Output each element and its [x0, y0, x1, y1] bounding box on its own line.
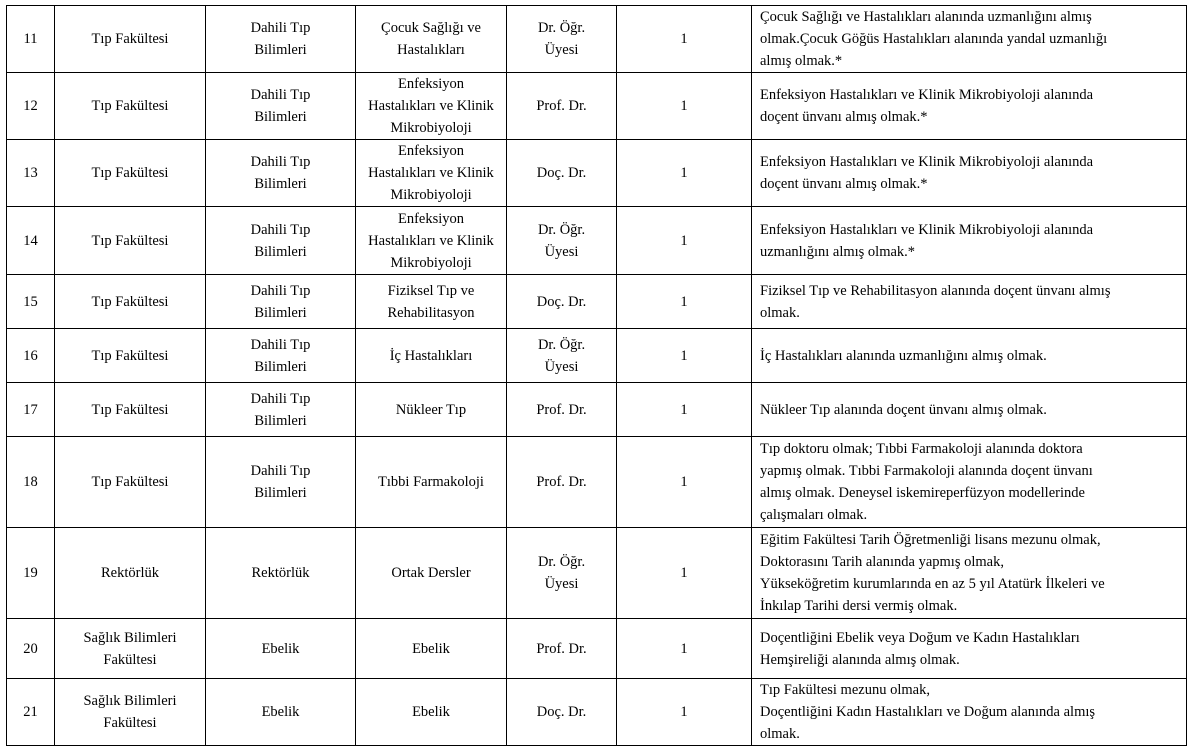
requirements-line: olmak. — [760, 304, 800, 321]
department-line: Dahili Tıp — [250, 282, 311, 299]
department-cell — [206, 528, 356, 619]
area-line: Mikrobiyoloji — [390, 120, 472, 136]
area-line: Enfeksiyon — [397, 143, 465, 159]
department-line: Dahili Tıp — [250, 154, 311, 170]
area-cell — [356, 383, 507, 437]
department-cell — [206, 275, 356, 329]
requirements-line: Tıp Fakültesi mezunu olmak, — [760, 682, 930, 698]
count-cell: 1 — [617, 275, 752, 329]
department-line: Bilimleri — [254, 412, 307, 429]
department-cell — [206, 619, 356, 679]
area-line: Mikrobiyoloji — [390, 254, 472, 271]
area-line: Ortak Dersler — [391, 565, 471, 581]
title-line: Doç. Dr. — [536, 704, 587, 720]
area-cell — [356, 528, 507, 619]
count-cell: 1 — [617, 140, 752, 207]
requirements-cell — [752, 73, 1187, 140]
faculty-line: Tıp Fakültesi — [91, 474, 169, 490]
requirements-cell — [752, 275, 1187, 329]
area-line: Nükleer Tıp — [395, 401, 467, 418]
requirements-cell — [752, 383, 1187, 437]
title-cell — [507, 207, 617, 275]
count-cell: 1 — [617, 619, 752, 679]
requirements-line: çalışmaları olmak. — [760, 507, 868, 523]
table-row — [7, 528, 1187, 619]
requirements-line: Doçentliğini Ebelik veya Doğum ve Kadın Hastalıkları — [760, 629, 1080, 646]
area-cell — [356, 140, 507, 207]
area-cell — [356, 619, 507, 679]
department-line: Bilimleri — [254, 304, 307, 321]
row-number-cell: 17 — [7, 383, 55, 437]
faculty-line: Tıp Fakültesi — [91, 293, 169, 310]
row-number-cell: 20 — [7, 619, 55, 679]
faculty-cell — [55, 437, 206, 528]
requirements-line: Doçentliğini Kadın Hastalıkları ve Doğum alanında almış — [760, 704, 1096, 720]
title-line: Dr. Öğr. — [537, 20, 586, 36]
department-cell — [206, 73, 356, 140]
table-row — [7, 437, 1187, 528]
title-cell — [507, 140, 617, 207]
title-line: Dr. Öğr. — [537, 554, 586, 570]
table-row — [7, 329, 1187, 383]
row-number-cell: 16 — [7, 329, 55, 383]
requirements-line: Nükleer Tıp alanında doçent ünvanı almış olmak. — [760, 401, 1047, 418]
requirements-line: olmak.Çocuk Göğüs Hastalıkları alanında yandal uzmanlığı — [760, 31, 1108, 47]
department-line: Dahili Tıp — [250, 336, 311, 353]
area-line: Enfeksiyon — [397, 210, 465, 227]
requirements-cell — [752, 528, 1187, 619]
area-line: Fiziksel Tıp ve — [387, 282, 475, 299]
requirements-cell — [752, 140, 1187, 207]
faculty-line: Sağlık Bilimleri — [83, 693, 177, 709]
title-line: Prof. Dr. — [536, 401, 587, 418]
faculty-cell — [55, 383, 206, 437]
title-cell — [507, 6, 617, 73]
title-cell — [507, 73, 617, 140]
area-cell — [356, 6, 507, 73]
department-cell — [206, 329, 356, 383]
requirements-cell — [752, 207, 1187, 275]
count-cell: 1 — [617, 6, 752, 73]
department-line: Bilimleri — [254, 176, 307, 192]
area-line: Ebelik — [412, 640, 450, 657]
department-line: Dahili Tıp — [250, 390, 311, 407]
title-cell — [507, 528, 617, 619]
table-row — [7, 619, 1187, 679]
faculty-cell — [55, 140, 206, 207]
requirements-line: Enfeksiyon Hastalıkları ve Klinik Mikrobiyoloji alanında — [760, 154, 1094, 170]
department-line: Ebelik — [261, 704, 300, 720]
faculty-cell — [55, 679, 206, 746]
title-cell — [507, 275, 617, 329]
area-line: Hastalıkları ve Klinik — [368, 165, 494, 181]
faculty-cell — [55, 73, 206, 140]
title-line: Dr. Öğr. — [537, 221, 586, 238]
row-number-cell: 13 — [7, 140, 55, 207]
requirements-line: Enfeksiyon Hastalıkları ve Klinik Mikrobiyoloji alanında — [760, 87, 1094, 103]
row-number-cell: 12 — [7, 73, 55, 140]
requirements-line: Enfeksiyon Hastalıkları ve Klinik Mikrobiyoloji alanında — [760, 221, 1094, 238]
title-line: Prof. Dr. — [536, 98, 587, 114]
department-cell — [206, 6, 356, 73]
area-cell — [356, 679, 507, 746]
table-row — [7, 679, 1187, 746]
area-line: Hastalıkları ve Klinik — [368, 232, 494, 249]
row-number-cell: 19 — [7, 528, 55, 619]
area-line: Tıbbi Farmakoloji — [378, 474, 484, 490]
title-line: Doç. Dr. — [536, 293, 587, 310]
department-line: Bilimleri — [254, 42, 307, 58]
row-number-cell: 15 — [7, 275, 55, 329]
area-line: İç Hastalıkları — [389, 347, 473, 364]
requirements-line: Eğitim Fakültesi Tarih Öğretmenliği lisans mezunu olmak, — [760, 532, 1101, 548]
table-row — [7, 140, 1187, 207]
faculty-line: Tıp Fakültesi — [91, 98, 169, 114]
title-line: Üyesi — [544, 576, 579, 592]
requirements-line: Çocuk Sağlığı ve Hastalıkları alanında uzmanlığını almış — [760, 9, 1092, 25]
title-cell — [507, 679, 617, 746]
position-listing-table — [6, 5, 1187, 746]
faculty-cell — [55, 329, 206, 383]
title-line: Üyesi — [544, 358, 579, 375]
title-line: Doç. Dr. — [536, 165, 587, 181]
title-cell — [507, 383, 617, 437]
row-number-cell: 18 — [7, 437, 55, 528]
table-row — [7, 275, 1187, 329]
table-row — [7, 73, 1187, 140]
requirements-line: almış olmak. Deneysel iskemireperfüzyon modellerinde — [760, 485, 1085, 501]
faculty-cell — [55, 528, 206, 619]
department-line: Dahili Tıp — [250, 221, 311, 238]
department-line: Bilimleri — [254, 243, 307, 260]
department-line: Dahili Tıp — [250, 87, 311, 103]
area-line: Ebelik — [412, 704, 450, 720]
requirements-line: Tıp doktoru olmak; Tıbbi Farmakoloji alanında doktora — [760, 441, 1083, 457]
title-cell — [507, 329, 617, 383]
department-cell — [206, 437, 356, 528]
department-line: Bilimleri — [254, 485, 307, 501]
requirements-line: yapmış olmak. Tıbbi Farmakoloji alanında doçent ünvanı — [760, 463, 1093, 479]
area-cell — [356, 207, 507, 275]
title-line: Dr. Öğr. — [537, 336, 586, 353]
department-line: Bilimleri — [254, 358, 307, 375]
faculty-cell — [55, 619, 206, 679]
requirements-cell — [752, 6, 1187, 73]
department-line: Dahili Tıp — [250, 20, 311, 36]
area-cell — [356, 73, 507, 140]
faculty-line: Rektörlük — [101, 565, 159, 581]
title-line: Üyesi — [544, 243, 579, 260]
area-line: Hastalıkları — [397, 42, 465, 58]
requirements-line: uzmanlığını almış olmak.* — [760, 243, 916, 260]
count-cell: 1 — [617, 207, 752, 275]
area-cell — [356, 275, 507, 329]
requirements-line: olmak. — [760, 726, 800, 742]
department-cell — [206, 383, 356, 437]
row-number-cell: 21 — [7, 679, 55, 746]
requirements-cell — [752, 679, 1187, 746]
requirements-line: almış olmak.* — [760, 53, 843, 69]
requirements-cell — [752, 619, 1187, 679]
requirements-line: Yükseköğretim kurumlarında en az 5 yıl Atatürk İlkeleri ve — [760, 576, 1105, 592]
department-line: Rektörlük — [251, 565, 310, 581]
row-number-cell: 14 — [7, 207, 55, 275]
title-line: Üyesi — [544, 42, 579, 58]
faculty-line: Sağlık Bilimleri — [83, 629, 177, 646]
area-line: Çocuk Sağlığı ve — [381, 20, 481, 36]
department-cell — [206, 679, 356, 746]
faculty-line: Tıp Fakültesi — [91, 232, 169, 249]
count-cell: 1 — [617, 383, 752, 437]
area-cell — [356, 329, 507, 383]
faculty-cell — [55, 275, 206, 329]
department-line: Dahili Tıp — [250, 463, 311, 479]
faculty-line: Fakültesi — [103, 651, 157, 668]
area-line: Rehabilitasyon — [387, 304, 475, 321]
requirements-line: Hemşireliği alanında almış olmak. — [760, 651, 960, 668]
table-row — [7, 383, 1187, 437]
requirements-line: İç Hastalıkları alanında uzmanlığını almış olmak. — [760, 347, 1047, 364]
faculty-line: Tıp Fakültesi — [91, 347, 169, 364]
area-line: Mikrobiyoloji — [390, 187, 472, 203]
faculty-line: Fakültesi — [103, 715, 157, 731]
requirements-cell — [752, 329, 1187, 383]
title-line: Prof. Dr. — [536, 640, 587, 657]
faculty-line: Tıp Fakültesi — [91, 401, 169, 418]
table-row — [7, 207, 1187, 275]
count-cell: 1 — [617, 73, 752, 140]
department-line: Bilimleri — [254, 109, 307, 125]
requirements-cell — [752, 437, 1187, 528]
title-line: Prof. Dr. — [536, 474, 587, 490]
department-cell — [206, 207, 356, 275]
faculty-line: Tıp Fakültesi — [91, 31, 169, 47]
count-cell: 1 — [617, 437, 752, 528]
requirements-line: Fiziksel Tıp ve Rehabilitasyon alanında doçent ünvanı almış — [760, 282, 1111, 299]
faculty-cell — [55, 207, 206, 275]
area-line: Hastalıkları ve Klinik — [368, 98, 494, 114]
faculty-cell — [55, 6, 206, 73]
count-cell: 1 — [617, 329, 752, 383]
count-cell: 1 — [617, 528, 752, 619]
area-cell — [356, 437, 507, 528]
requirements-line: doçent ünvanı almış olmak.* — [760, 176, 928, 192]
department-cell — [206, 140, 356, 207]
title-cell — [507, 437, 617, 528]
requirements-line: doçent ünvanı almış olmak.* — [760, 109, 928, 125]
department-line: Ebelik — [261, 640, 300, 657]
count-cell: 1 — [617, 679, 752, 746]
table-row — [7, 6, 1187, 73]
title-cell — [507, 619, 617, 679]
faculty-line: Tıp Fakültesi — [91, 165, 169, 181]
listing-body — [7, 6, 1187, 746]
requirements-line: Doktorasını Tarih alanında yapmış olmak, — [760, 554, 1004, 570]
requirements-line: İnkılap Tarihi dersi vermiş olmak. — [760, 598, 958, 614]
row-number-cell: 11 — [7, 6, 55, 73]
area-line: Enfeksiyon — [397, 76, 465, 92]
